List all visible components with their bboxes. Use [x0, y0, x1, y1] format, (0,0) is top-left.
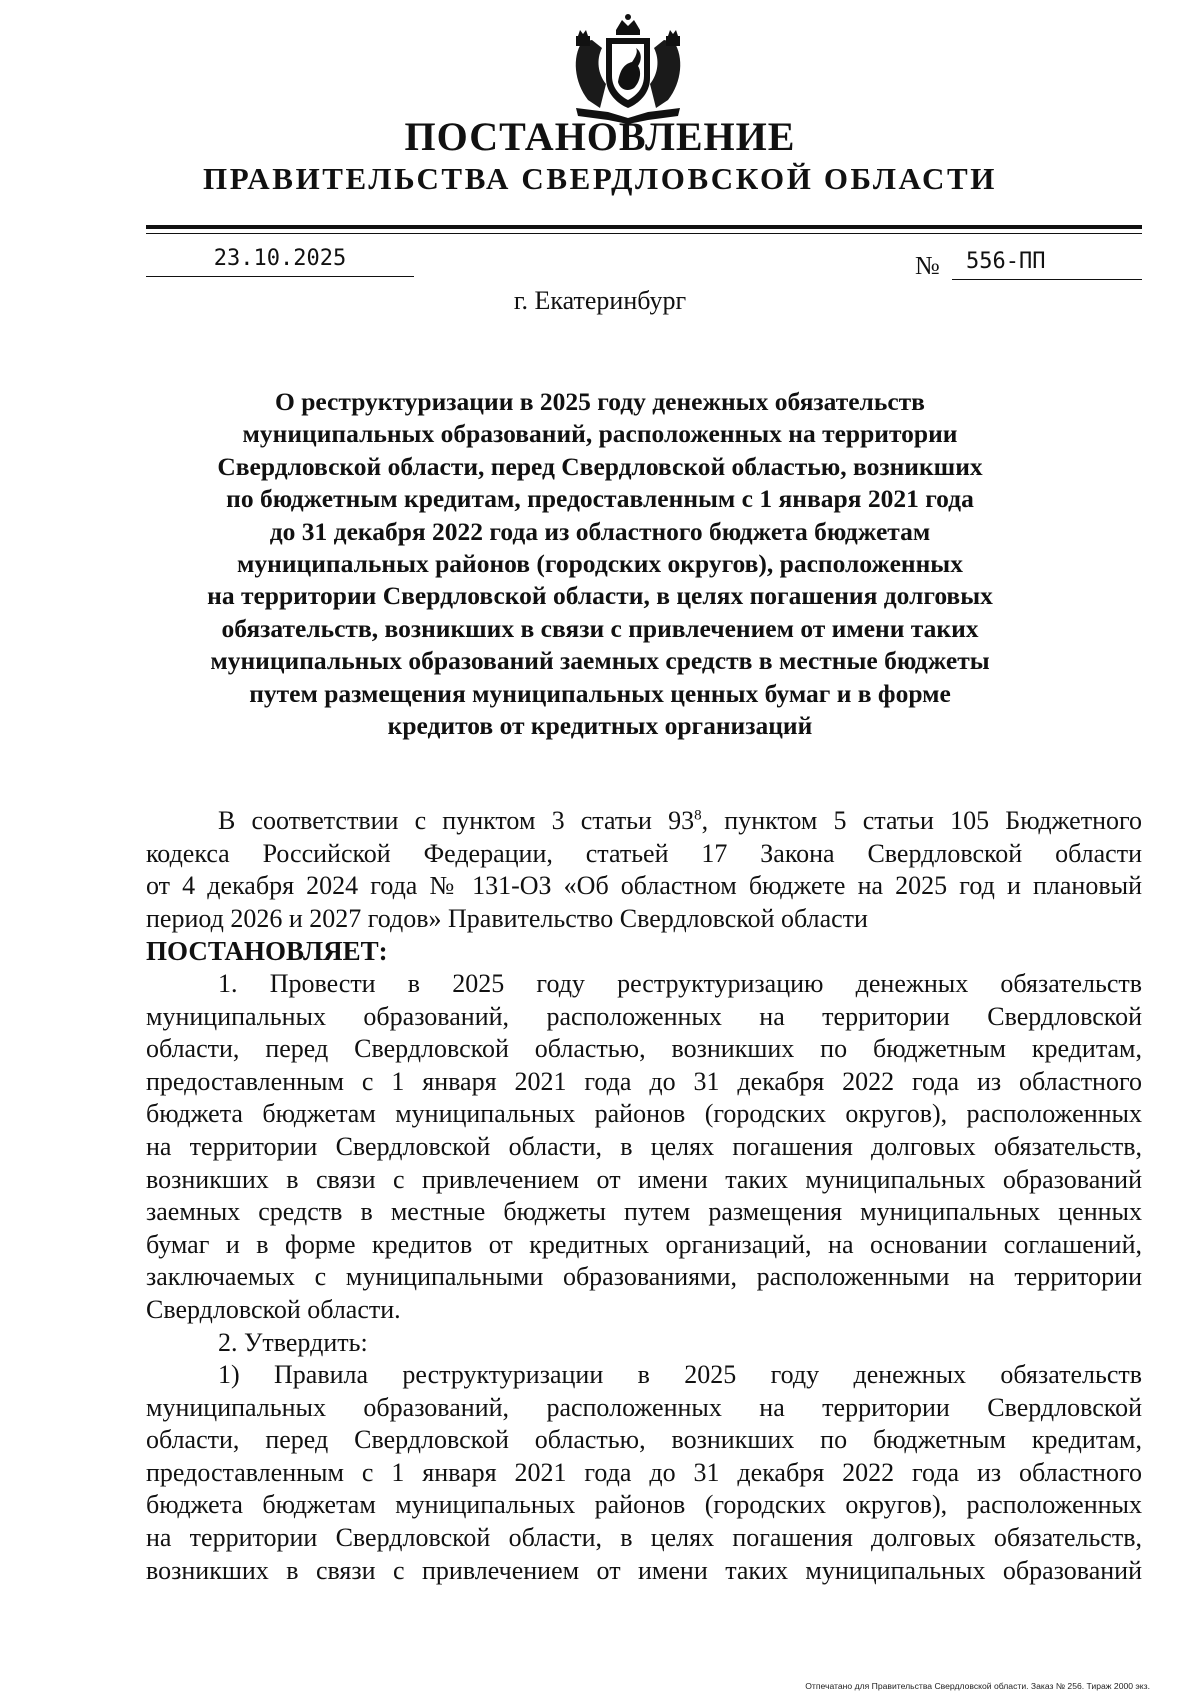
issuing-authority: ПРАВИТЕЛЬСТВА СВЕРДЛОВСКОЙ ОБЛАСТИ	[203, 161, 997, 196]
subject-line: муниципальных образований, расположенных на территории	[242, 419, 958, 449]
body-line: 1. Провести в 2025 году реструктуризацию денежных обязательств	[218, 968, 1142, 998]
subject-line: до 31 декабря 2022 года из областного бюджета бюджетам	[269, 516, 931, 546]
preamble-text: В соответствии с пунктом 3 статьи 93	[218, 806, 695, 835]
document-date: 23.10.2025	[146, 244, 414, 277]
body-line: на территории Свердловской области, в целях погашения долговых обязательств,	[146, 1131, 1142, 1161]
subject-line: муниципальных образований заемных средств в местные бюджеты	[210, 646, 990, 676]
body-line: бумаг и в форме кредитов от кредитных организаций, на основании соглашений,	[146, 1229, 1142, 1259]
number-sign: №	[915, 251, 940, 280]
body-line: области, перед Свердловской областью, возникших по бюджетным кредитам,	[146, 1425, 1142, 1455]
body-line: возникших в связи с привлечением от имени таких муниципальных образований	[146, 1164, 1142, 1194]
print-footer: Отпечатано для Правительства Свердловской области. Заказ № 256. Тираж 2000 экз.	[805, 1681, 1150, 1691]
item-1	[146, 968, 1142, 1327]
header-rule-thin	[146, 233, 1142, 234]
subject-line: обязательств, возникших в связи с привлечением от имени таких	[221, 613, 979, 643]
body-line	[146, 805, 1142, 838]
body-line: бюджета бюджетам муниципальных районов (городских округов), расположенных	[146, 1490, 1142, 1520]
subject-line: на территории Свердловской области, в целях погашения долговых	[207, 581, 993, 611]
body-line: предоставленным с 1 января 2021 года до 31 декабря 2022 года из областного	[146, 1066, 1142, 1096]
body-line: период 2026 и 2027 годов» Правительство Свердловской области	[146, 903, 868, 933]
subject-line: муниципальных районов (городских округов), расположенных	[237, 549, 963, 579]
body-line: 1) Правила реструктуризации в 2025 году денежных обязательств	[218, 1360, 1142, 1390]
body-line: возникших в связи с привлечением от имени таких муниципальных образований	[146, 1555, 1142, 1585]
article-superscript: 8	[694, 807, 702, 824]
preamble	[146, 805, 1142, 968]
header-rule-thick	[146, 225, 1142, 229]
subject-line: путем размещения муниципальных ценных бумаг и в форме	[249, 678, 951, 708]
body-line: заключаемых с муниципальными образованиями, расположенными на территории	[146, 1262, 1142, 1292]
document-number: 556-ПП	[952, 247, 1142, 280]
subject-line: Свердловской области, перед Свердловской областью, возникших	[217, 451, 983, 481]
document-number-block	[915, 247, 1142, 281]
decree-word: ПОСТАНОВЛЯЕТ:	[146, 936, 388, 967]
subject-line: О реструктуризации в 2025 году денежных обязательств	[275, 387, 925, 416]
document-subject	[0, 386, 1200, 742]
body-line: кодекса Российской Федерации, статьей 17 Закона Свердловской области	[146, 838, 1142, 868]
body-line: муниципальных образований, расположенных на территории Свердловской	[146, 1001, 1142, 1031]
item-2-heading: 2. Утвердить:	[218, 1327, 368, 1357]
subject-line: кредитов от кредитных организаций	[387, 711, 813, 741]
body-line: муниципальных образований, расположенных на территории Свердловской	[146, 1392, 1142, 1422]
document-type-title: ПОСТАНОВЛЕНИЕ	[404, 114, 796, 159]
preamble-text: , пунктом 5 статьи 105 Бюджетного	[701, 806, 1143, 835]
body-line: области, перед Свердловской областью, возникших по бюджетным кредитам,	[146, 1034, 1142, 1064]
body-line: от 4 декабря 2024 года № 131-ОЗ «Об областном бюджете на 2025 год и плановый	[146, 871, 1142, 901]
body-line: Свердловской области.	[146, 1294, 401, 1324]
body-line: предоставленным с 1 января 2021 года до 31 декабря 2022 года из областного	[146, 1457, 1142, 1487]
document-body	[146, 805, 1142, 1587]
body-line: бюджета бюджетам муниципальных районов (городских округов), расположенных	[146, 1099, 1142, 1129]
subject-line: по бюджетным кредитам, предоставленным с 1 января 2021 года	[226, 484, 974, 514]
item-2	[146, 1327, 1142, 1588]
sverdlovsk-coat-of-arms-icon	[562, 12, 694, 124]
body-line: заемных средств в местные бюджеты путем размещения муниципальных ценных	[146, 1197, 1142, 1227]
document-city: г. Екатеринбург	[513, 286, 687, 315]
body-line: на территории Свердловской области, в целях погашения долговых обязательств,	[146, 1523, 1142, 1553]
